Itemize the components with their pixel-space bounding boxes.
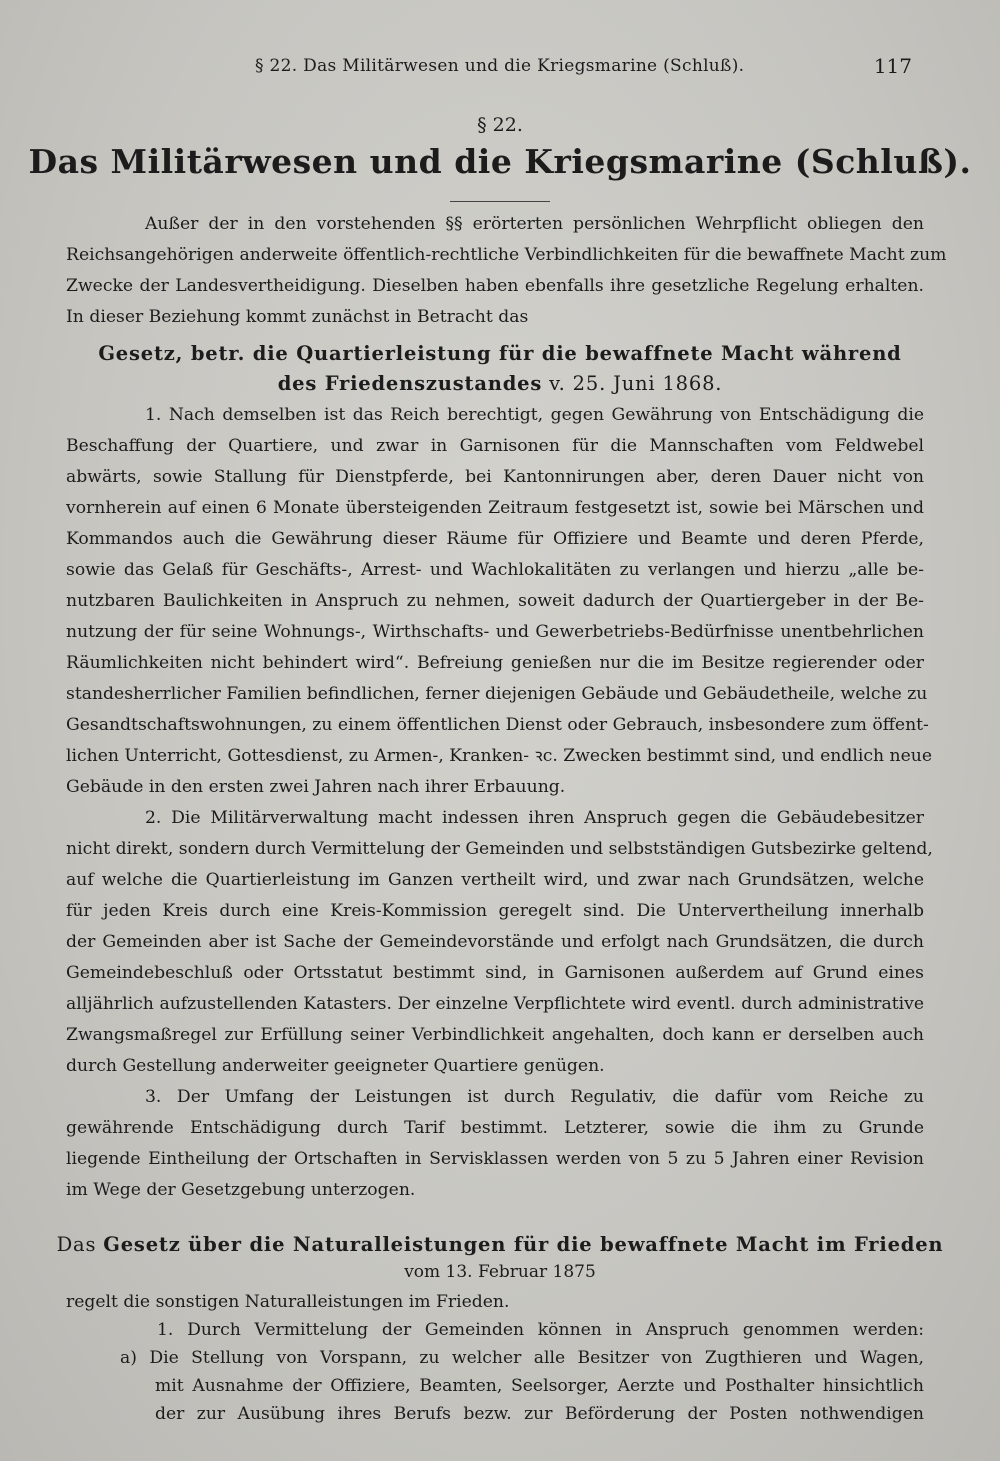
body-line: standesherrlicher Familien befindlichen, ferner diejenigen Gebäude und Gebäudetheile, welche zu (66, 684, 928, 704)
law1-heading-date: v. 25. Juni 1868. (542, 372, 723, 395)
body-line: 1. Nach demselben ist das Reich berechtigt, gegen Gewährung von Entschädigung die (145, 405, 924, 425)
body-line: 2. Die Militärverwaltung macht indessen ihren Anspruch gegen die Gebäudebesitzer (145, 808, 924, 828)
page-number: 117 (873, 54, 912, 78)
body-line: der Gemeinden aber ist Sache der Gemeindevorstände und erfolgt nach Grundsätzen, die durch (66, 932, 924, 952)
law1-heading-bold: des Friedenszustandes (277, 372, 543, 395)
body-line: der zur Ausübung ihres Berufs bezw. zur Beförderung der Posten nothwendigen (155, 1404, 924, 1424)
intro-line: Reichsangehörigen anderweite öffentlich-rechtliche Verbindlichkeiten für die bewaffnete Macht zum (66, 245, 947, 265)
law2-heading-title: Gesetz über die Naturalleistungen für die bewaffnete Macht im Frieden (103, 1233, 944, 1256)
body-line: nutzbaren Baulichkeiten in Anspruch zu nehmen, soweit dadurch der Quartiergeber in der Be- (66, 591, 924, 611)
body-line: regelt die sonstigen Naturalleistungen im Frieden. (66, 1292, 510, 1312)
body-line: 1. Durch Vermittelung der Gemeinden können in Anspruch genommen werden: (157, 1320, 924, 1340)
body-line: gewährende Entschädigung durch Tarif bestimmt. Letzterer, sowie die ihm zu Grunde (66, 1118, 924, 1138)
body-line: mit Ausnahme der Offiziere, Beamten, Seelsorger, Aerzte und Posthalter hinsichtlich (155, 1376, 924, 1396)
law2-date: vom 13. Februar 1875 (404, 1262, 596, 1282)
body-line: durch Gestellung anderweiter geeigneter Quartiere genügen. (66, 1056, 605, 1076)
body-line: vornherein auf einen 6 Monate übersteigenden Zeitraum festgesetzt ist, sowie bei Märschen und (66, 498, 924, 518)
body-line: 3. Der Umfang der Leistungen ist durch Regulativ, die dafür vom Reiche zu (145, 1087, 924, 1107)
body-line: Gebäude in den ersten zwei Jahren nach ihrer Erbauung. (66, 777, 566, 797)
body-line: abwärts, sowie Stallung für Dienstpferde, bei Kantonnirungen aber, deren Dauer nicht von (66, 467, 924, 487)
body-line: auf welche die Quartierleistung im Ganzen vertheilt wird, und zwar nach Grundsätzen, welche (66, 870, 924, 890)
body-line: nutzung der für seine Wohnungs-, Wirthschafts- und Gewerbetriebs-Bedürfnisse unentbehrlichen (66, 622, 924, 642)
body-line: im Wege der Gesetzgebung unterzogen. (66, 1180, 416, 1200)
body-line: Kommandos auch die Gewährung dieser Räume für Offiziere und Beamte und deren Pferde, (66, 529, 924, 549)
law2-heading-prefix: Das (56, 1233, 104, 1256)
section-title: Das Militärwesen und die Kriegsmarine (Schluß). (28, 142, 972, 181)
body-line: Gemeindebeschluß oder Ortsstatut bestimmt sind, in Garnisonen außerdem auf Grund eines (66, 963, 924, 983)
body-line: nicht direkt, sondern durch Vermittelung der Gemeinden und selbstständigen Gutsbezirke geltend, (66, 839, 933, 859)
body-line: lichen Unterricht, Gottesdienst, zu Armen-, Kranken- ꝛc. Zwecken bestimmt sind, und endlich neue (66, 746, 932, 766)
body-line: liegende Eintheilung der Ortschaften in Servisklassen werden von 5 zu 5 Jahren einer Revision (66, 1149, 924, 1169)
body-line: Beschaffung der Quartiere, und zwar in Garnisonen für die Mannschaften vom Feldwebel (66, 436, 924, 456)
body-line: für jeden Kreis durch eine Kreis-Kommission geregelt sind. Die Untervertheilung innerhalb (66, 901, 924, 921)
body-line: Räumlichkeiten nicht behindert wird“. Befreiung genießen nur die im Besitze regierender oder (66, 653, 924, 673)
body-line: alljährlich aufzustellenden Katasters. Der einzelne Verpflichtete wird eventl. durch administrative (66, 994, 924, 1014)
running-header: § 22. Das Militärwesen und die Kriegsmarine (Schluß). (255, 56, 745, 76)
list-item-a: a) Die Stellung von Vorspann, zu welcher alle Besitzer von Zugthieren und Wagen, (120, 1348, 924, 1368)
law1-heading-line2 (0, 372, 1000, 395)
intro-line: In dieser Beziehung kommt zunächst in Betracht das (66, 307, 529, 327)
body-line: sowie das Gelaß für Geschäfts-, Arrest- und Wachlokalitäten zu verlangen und hierzu „alle be- (66, 560, 924, 580)
body-line: Zwangsmaßregel zur Erfüllung seiner Verbindlichkeit angehalten, doch kann er derselben auch (66, 1025, 924, 1045)
section-number: § 22. (477, 114, 523, 136)
law1-heading-line1: Gesetz, betr. die Quartierleistung für die bewaffnete Macht während (98, 342, 902, 365)
intro-line: Zwecke der Landesvertheidigung. Dieselben haben ebenfalls ihre gesetzliche Regelung erhalten. (66, 276, 924, 296)
title-divider (450, 201, 550, 202)
body-line: Gesandtschaftswohnungen, zu einem öffentlichen Dienst oder Gebrauch, insbesondere zum öffent- (66, 715, 929, 735)
intro-line: Außer der in den vorstehenden §§ erörterten persönlichen Wehrpflicht obliegen den (145, 214, 924, 234)
law2-heading (0, 1233, 1000, 1256)
